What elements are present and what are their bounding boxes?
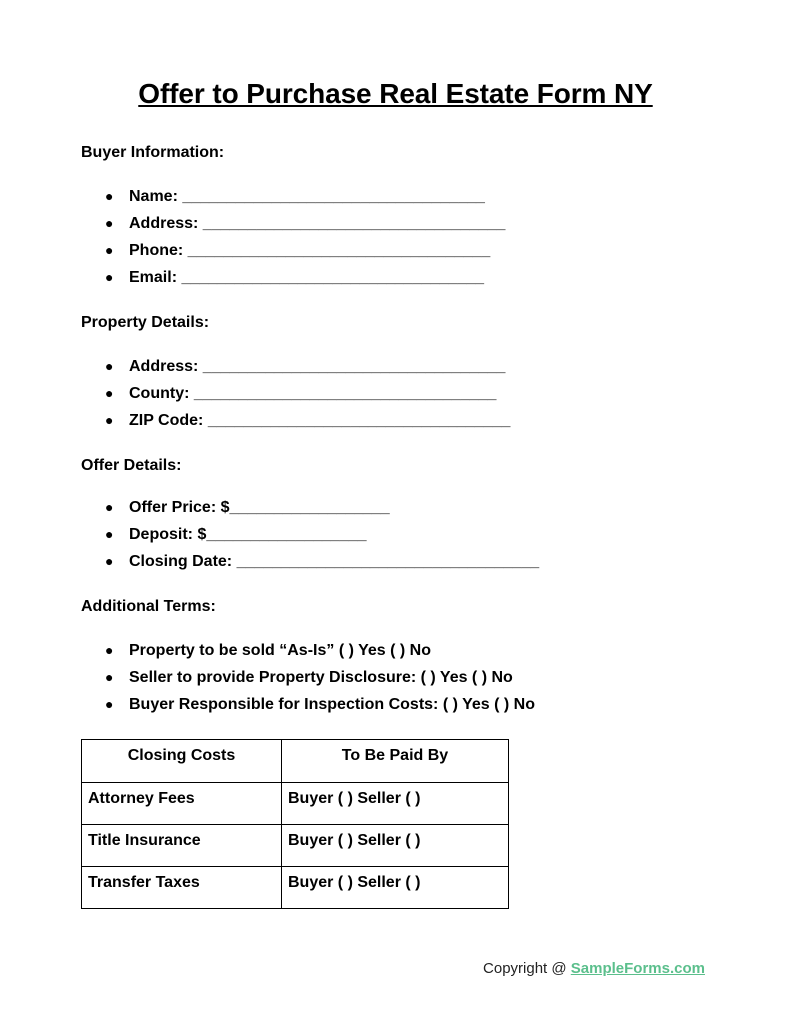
table-cell: Title Insurance (82, 825, 282, 867)
closing-date-field: Closing Date: __________________________________ (129, 553, 540, 570)
table-header-row (82, 740, 509, 783)
offer-details-list (81, 499, 539, 571)
list-item (81, 385, 510, 403)
bullet-icon: ● (105, 385, 114, 401)
table-cell: Buyer ( ) Seller ( ) (282, 867, 509, 909)
buyer-email-field: Email: __________________________________ (129, 269, 485, 286)
list-item (81, 242, 505, 260)
buyer-phone-field: Phone: __________________________________ (129, 242, 491, 259)
buyer-info-heading: Buyer Information: (81, 144, 225, 161)
table-header-cell: To Be Paid By (282, 740, 509, 783)
list-item (81, 215, 505, 233)
table-row (82, 783, 509, 825)
list-item (81, 358, 510, 376)
table-cell: Buyer ( ) Seller ( ) (282, 825, 509, 867)
bullet-icon: ● (105, 215, 114, 231)
sampleforms-link[interactable]: SampleForms.com (570, 960, 705, 977)
page-title: Offer to Purchase Real Estate Form NY (138, 78, 653, 109)
deposit-field: Deposit: $__________________ (129, 526, 367, 543)
bullet-icon: ● (105, 553, 114, 569)
additional-terms-list (81, 642, 535, 714)
copyright-footer (483, 960, 705, 977)
list-item (81, 696, 535, 714)
closing-costs-table (81, 739, 509, 909)
bullet-icon: ● (105, 242, 114, 258)
copyright-prefix: Copyright @ (483, 960, 571, 977)
list-item (81, 642, 535, 660)
bullet-icon: ● (105, 269, 114, 285)
list-item (81, 526, 539, 544)
bullet-icon: ● (105, 188, 114, 204)
table-header-cell: Closing Costs (82, 740, 282, 783)
as-is-term: Property to be sold “As-Is” ( ) Yes ( ) No (129, 642, 431, 659)
table-cell: Buyer ( ) Seller ( ) (282, 783, 509, 825)
table-row (82, 825, 509, 867)
property-county-field: County: __________________________________ (129, 385, 497, 402)
bullet-icon: ● (105, 696, 114, 712)
property-details-heading: Property Details: (81, 314, 210, 331)
table-cell: Attorney Fees (82, 783, 282, 825)
property-details-list (81, 358, 510, 430)
inspection-costs-term: Buyer Responsible for Inspection Costs: ( ) Yes ( ) No (129, 696, 535, 713)
bullet-icon: ● (105, 642, 114, 658)
list-item (81, 412, 510, 430)
list-item (81, 269, 505, 287)
list-item (81, 669, 535, 687)
list-item (81, 553, 539, 571)
additional-terms-heading: Additional Terms: (81, 598, 216, 615)
bullet-icon: ● (105, 526, 114, 542)
table-row (82, 867, 509, 909)
list-item (81, 499, 539, 517)
buyer-name-field: Name: __________________________________ (129, 188, 485, 205)
disclosure-term: Seller to provide Property Disclosure: ( ) Yes ( ) No (129, 669, 513, 686)
buyer-info-list (81, 188, 505, 287)
property-zip-field: ZIP Code: __________________________________ (129, 412, 511, 429)
bullet-icon: ● (105, 669, 114, 685)
bullet-icon: ● (105, 412, 114, 428)
list-item (81, 188, 505, 206)
property-address-field: Address: __________________________________ (129, 358, 506, 375)
buyer-address-field: Address: __________________________________ (129, 215, 506, 232)
offer-details-heading: Offer Details: (81, 457, 182, 474)
bullet-icon: ● (105, 499, 114, 515)
table-cell: Transfer Taxes (82, 867, 282, 909)
offer-price-field: Offer Price: $__________________ (129, 499, 390, 516)
bullet-icon: ● (105, 358, 114, 374)
